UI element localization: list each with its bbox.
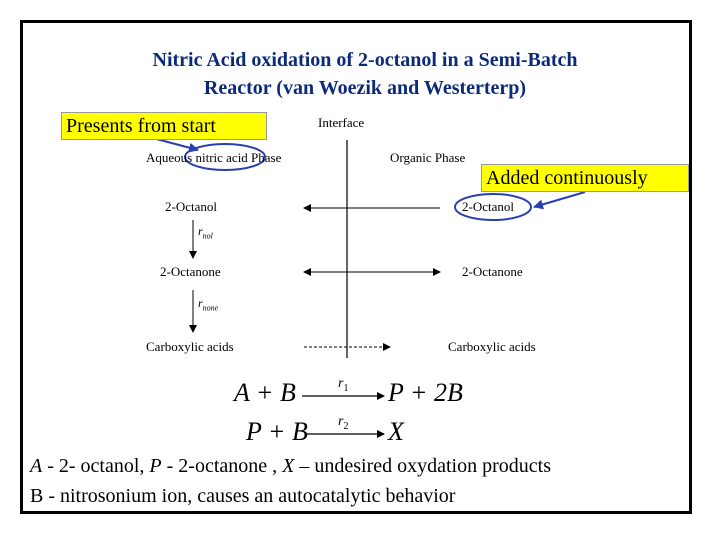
org-octanone-label: 2-Octanone <box>462 264 523 279</box>
title-line-2: Reactor (van Woezik and Westerterp) <box>203 77 527 99</box>
note-line-1: A - 2- octanol, P - 2-octanone , X – undesired oxydation products <box>30 455 551 477</box>
presents-callout: Presents from start <box>61 112 267 140</box>
added-callout: Added continuously <box>481 164 689 192</box>
eq1-left: A + B <box>234 378 296 407</box>
eq1-rate: $r_1$ <box>338 376 349 394</box>
org-octanol-label: 2-Octanol <box>462 199 514 214</box>
interface-label: Interface <box>318 115 365 130</box>
org-acids-label: Carboxylic acids <box>448 339 536 354</box>
aq-octanone-label: 2-Octanone <box>160 264 221 279</box>
eq1-right: P + 2B <box>388 378 463 407</box>
aq-octanol-label: 2-Octanol <box>165 199 217 214</box>
rnol-label: $r_{nol}$ <box>198 224 213 241</box>
eq2-left: P + B <box>246 417 308 446</box>
note-line-2: B - nitrosonium ion, causes an autocatalytic behavior <box>30 485 456 507</box>
title-line-1: Nitric Acid oxidation of 2-octanol in a Semi-Batch <box>152 49 578 71</box>
eq2-right: X <box>388 417 404 446</box>
eq2-rate: $r_2$ <box>338 414 349 432</box>
added-pointer <box>534 192 585 207</box>
aq-acids-label: Carboxylic acids <box>146 339 234 354</box>
organic-phase-label: Organic Phase <box>390 150 466 165</box>
rnone-label: $r_{none}$ <box>198 296 219 313</box>
aqueous-phase-label: Aqueous nitric acid Phase <box>146 150 282 165</box>
